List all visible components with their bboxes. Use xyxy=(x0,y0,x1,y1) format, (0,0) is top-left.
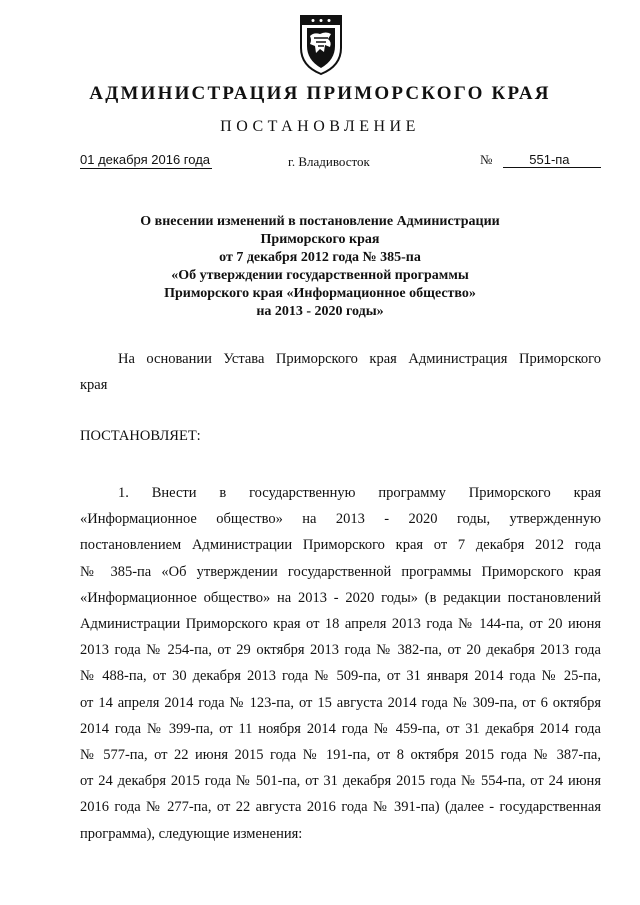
paragraph-line: Администрации Приморского края от 18 апреля 2013 года № 144-па, от 20 июня xyxy=(80,616,601,633)
basis-paragraph xyxy=(80,346,601,398)
title-line: от 7 декабря 2012 года № 385-па xyxy=(219,250,421,265)
document-title xyxy=(100,213,540,321)
document-number xyxy=(480,152,601,168)
title-line: «Об утверждении государственной программы xyxy=(171,268,469,283)
paragraph-line: № 385-па «Об утверждении государственной программы Приморского края xyxy=(80,563,601,580)
paragraph-line: от 14 апреля 2014 года № 123-па, от 15 августа 2014 года № 309-па, от 6 октября xyxy=(80,694,601,711)
paragraph-line: постановлением Администрации Приморского края от 7 декабря 2012 года xyxy=(80,537,601,554)
organization-name: АДМИНИСТРАЦИЯ ПРИМОРСКОГО КРАЯ xyxy=(89,83,551,104)
document-type: ПОСТАНОВЛЕНИЕ xyxy=(220,118,420,135)
title-line: Приморского края xyxy=(260,232,380,247)
item-1-paragraph xyxy=(80,480,601,847)
paragraph-line: края xyxy=(80,377,108,393)
paragraph-line: 1. Внести в государственную программу Приморского края xyxy=(118,485,601,501)
title-line: на 2013 - 2020 годы» xyxy=(256,304,384,319)
paragraph-line: «Информационное общество» на 2013 - 2020 годы, утвержденную xyxy=(80,511,601,528)
paragraph-line: № 488-па, от 30 декабря 2013 года № 509-па, от 31 января 2014 года № 25-па, xyxy=(80,668,601,685)
title-line: Приморского края «Информационное общество» xyxy=(164,286,476,301)
paragraph-line: На основании Устава Приморского края Администрация Приморского xyxy=(118,351,601,367)
paragraph-line: № 577-па, от 22 июня 2015 года № 191-па, от 8 октября 2015 года № 387-па, xyxy=(80,747,601,764)
number-sign: № xyxy=(480,152,493,167)
document-city: г. Владивосток xyxy=(288,154,370,169)
paragraph-line: программа), следующие изменения: xyxy=(80,825,303,842)
coat-of-arms-icon xyxy=(298,12,344,76)
title-line: О внесении изменений в постановление Администрации xyxy=(140,214,500,229)
paragraph-line: 2016 года № 277-па, от 22 августа 2016 года № 391-па) (далее - государственная xyxy=(80,799,601,816)
paragraph-line: 2013 года № 254-па, от 29 октября 2013 года № 382-па, от 20 декабря 2013 года xyxy=(80,642,601,659)
number-value: 551-па xyxy=(503,152,601,168)
document-date: 01 декабря 2016 года xyxy=(80,152,211,167)
resolves-heading: ПОСТАНОВЛЯЕТ: xyxy=(80,428,201,444)
paragraph-line: 2014 года № 399-па, от 11 ноября 2014 года № 459-па, от 31 декабря 2014 года xyxy=(80,720,601,737)
paragraph-line: от 24 декабря 2015 года № 501-па, от 31 декабря 2015 года № 554-па, от 24 июня xyxy=(80,773,601,790)
paragraph-line: «Информационное общество» на 2013 - 2020 годы» (в редакции постановлений xyxy=(80,589,601,606)
